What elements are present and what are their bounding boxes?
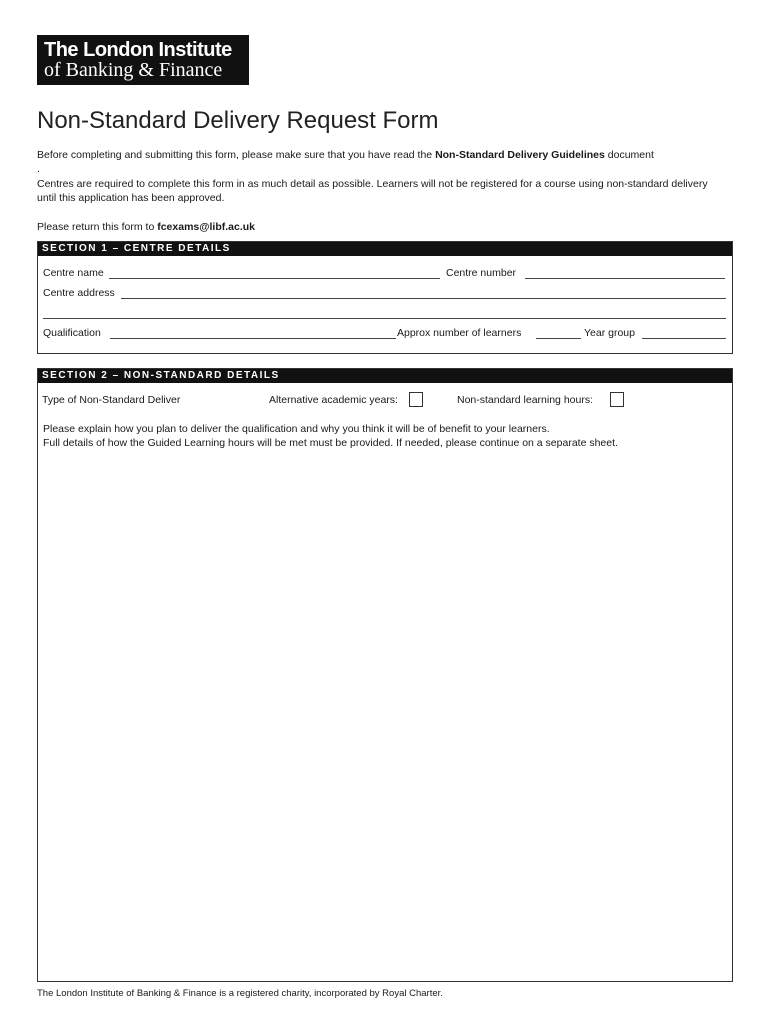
explanation-text-area[interactable] bbox=[40, 457, 730, 977]
section-1-header: SECTION 1 – CENTRE DETAILS bbox=[38, 242, 732, 256]
logo-line-1: The London Institute bbox=[44, 39, 232, 61]
qualification-field[interactable] bbox=[110, 338, 396, 339]
section-non-standard-details bbox=[37, 368, 733, 982]
centre-name-label: Centre name bbox=[43, 267, 104, 279]
centre-address-field[interactable] bbox=[121, 298, 726, 299]
charity-footer: The London Institute of Banking & Finance is a registered charity, incorporated by Royal Charter. bbox=[37, 988, 443, 999]
qualification-label: Qualification bbox=[43, 327, 101, 339]
intro-stray-period: . bbox=[37, 163, 40, 175]
non-standard-hours-checkbox[interactable] bbox=[610, 392, 624, 407]
logo-line-2: of Banking & Finance bbox=[44, 59, 223, 81]
intro-guidelines-notice bbox=[37, 148, 727, 176]
intro-text-before: Before completing and submitting this form, please make sure that you have read the bbox=[37, 149, 436, 161]
delivery-type-label: Type of Non-Standard Deliver bbox=[42, 394, 181, 406]
section-centre-details bbox=[37, 241, 733, 354]
form-title: Non-Standard Delivery Request Form bbox=[37, 107, 439, 134]
non-standard-hours-label: Non-standard learning hours: bbox=[457, 394, 593, 406]
institution-logo bbox=[37, 35, 249, 85]
centre-number-label: Centre number bbox=[446, 267, 517, 279]
year-group-label: Year group bbox=[584, 327, 635, 339]
learners-count-field[interactable] bbox=[536, 338, 581, 339]
alternative-years-label: Alternative academic years: bbox=[269, 394, 398, 406]
learners-count-label: Approx number of learners bbox=[397, 327, 522, 339]
centre-name-field[interactable] bbox=[109, 278, 440, 279]
year-group-field[interactable] bbox=[642, 338, 726, 339]
return-email: fcexams@libf.ac.uk bbox=[157, 221, 255, 233]
intro-completion-paragraph: Centres are required to complete this form in as much detail as possible. Learners will not be registered for a course using non-standard delivery until this application has been approved. bbox=[37, 178, 708, 204]
section-2-header: SECTION 2 – NON-STANDARD DETAILS bbox=[38, 369, 732, 383]
explanation-instruction-1: Please explain how you plan to deliver the qualification and why you think it will be of benefit to your learners. bbox=[43, 423, 550, 435]
centre-address-label: Centre address bbox=[43, 287, 115, 299]
guidelines-document-name: Non-Standard Delivery Guidelines bbox=[435, 149, 605, 161]
alternative-years-checkbox[interactable] bbox=[409, 392, 423, 407]
centre-number-field[interactable] bbox=[525, 278, 725, 279]
return-text: Please return this form to bbox=[37, 221, 158, 233]
centre-address-field-line-2[interactable] bbox=[43, 318, 726, 319]
return-instruction bbox=[37, 220, 727, 234]
explanation-instruction-2: Full details of how the Guided Learning hours will be met must be provided. If needed, please continue on a separate sheet. bbox=[43, 437, 618, 449]
intro-text-after: document bbox=[604, 149, 654, 161]
